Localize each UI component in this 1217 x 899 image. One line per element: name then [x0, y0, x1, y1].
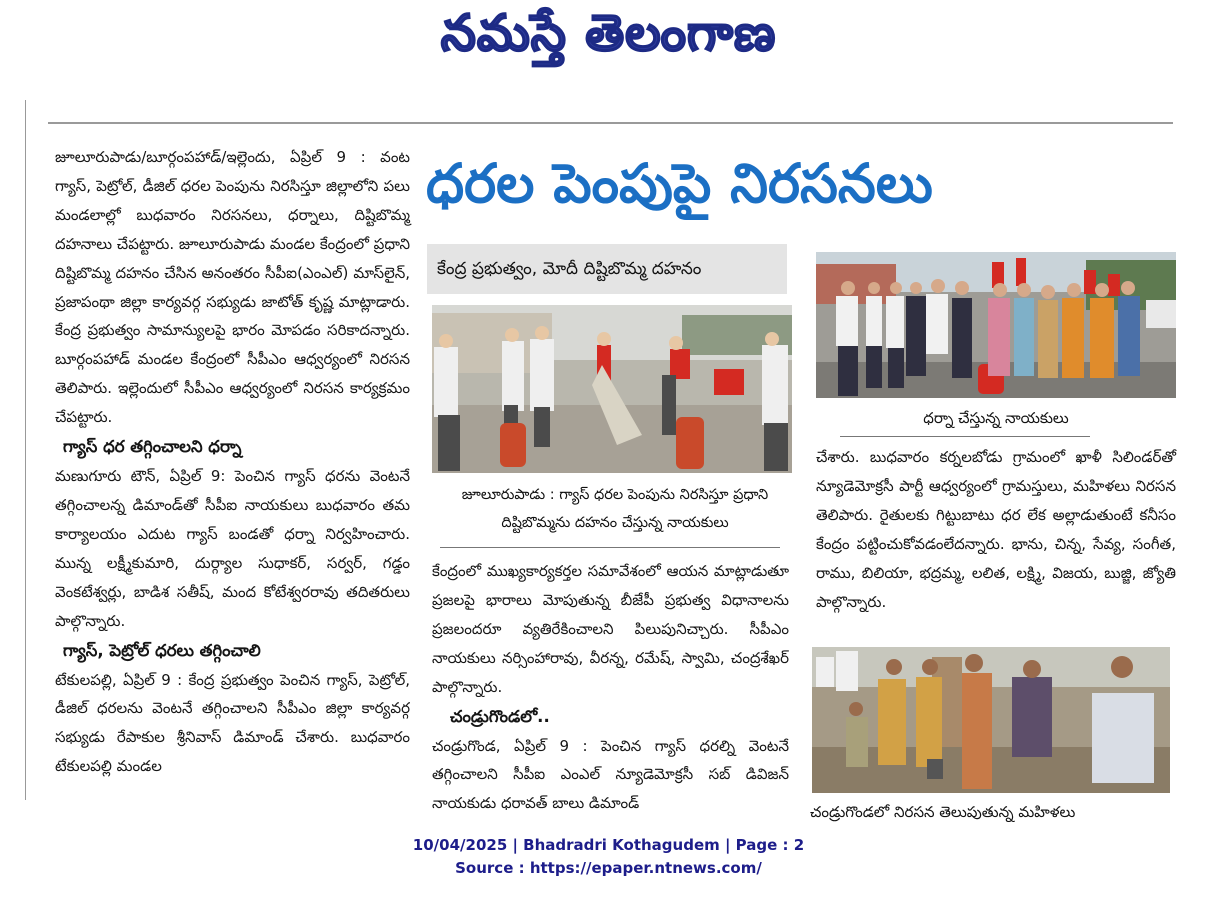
- photo-dharna-caption: ధర్నా చేస్తున్న నాయకులు: [923, 409, 1069, 427]
- right-para-1: చేశారు. బుధవారం కర్నలబోడు గ్రామంలో ఖాళీ సిలిండర్‌తో న్యూడెమోక్రసీ పార్టీ ఆధ్వర్యంలో గ్రామస్తులు, మహిళలు నిరసన తెలిపారు. రైతులకు గిట్టుబాటు ధర లేక అల్లాడుతుంటే కనీసం కేంద్రం పట్టించుకోవడంలేదన్నారు. భాను, చిన్న, సేవ్య, సంగీత, రాము, బిలియా, భద్రమ్మ, లలిత, లక్ష్మి, విజయ, బుజ్జి, జ్యోతి పాల్గొన్నారు.: [816, 448, 1176, 611]
- middle-subhead: చండ్రుగొండలో..: [450, 706, 550, 726]
- left-para-2: మణుగూరు టౌన్, ఏప్రిల్ 9: పెంచిన గ్యాస్ ధరను వెంటనే తగ్గించాలన్న డిమాండ్‌తో సీపీఐ నాయకులు బుధవారం తమ కార్యాలయం ఎదుట గ్యాస్ బండతో ధర్నా నిర్వహించారు. మున్న లక్ష్మీకుమారి, దుర్గ్యాల సుధాకర్, సర్వర్, గడ్డం వెంకటేశ్వర్లు, బాడిశ సతీష్, మంద కోటేశ్వరరావు తదితరులు పాల్గొన్నారు.: [55, 467, 410, 630]
- right-divider: [840, 436, 1090, 437]
- middle-para-1: కేంద్రంలో ముఖ్యకార్యకర్తల సమావేశంలో ఆయన మాట్లాడుతూ ప్రజలపై భారాలు మోపుతున్న బీజేపీ ప్రభుత్వ విధానాలను ప్రజలందరూ వ్యతిరేకించాలని పిలుపునిచ్చారు. సీపీఎం నాయకులు నర్సింహారావు, వీరన్న, రమేష్, స్వామి, చంద్రశేఖర్ పాల్గొన్నారు.: [432, 562, 789, 696]
- cropped-text-strip: [48, 86, 1173, 100]
- photo-women-protest: [812, 647, 1170, 793]
- middle-divider: [440, 547, 780, 548]
- right-column: [816, 443, 1176, 616]
- photo-effigy-caption: జూలూరుపాడు : గ్యాస్ ధరల పెంపును నిరసిస్తూ ప్రధాని దిష్టిబొమ్మను దహనం చేస్తున్న నాయకులు: [461, 487, 769, 531]
- masthead: [0, 0, 1217, 78]
- footer-edition-line: 10/04/2025 | Bhadradri Kothagudem | Page : 2: [412, 836, 805, 854]
- photo-dharna-leaders: [816, 252, 1176, 398]
- photo-effigy-burning: [432, 305, 792, 473]
- top-divider: [48, 122, 1173, 124]
- left-column: [55, 143, 410, 781]
- footer-source-line: Source : https://epaper.ntnews.com/: [455, 859, 762, 877]
- left-subhead-1: గ్యాస్ ధర తగ్గించాలని ధర్నా: [63, 437, 242, 457]
- left-subhead-2: గ్యాస్, పెట్రోల్ ధరలు తగ్గించాలి: [63, 640, 261, 660]
- middle-para-2: చండ్రుగొండ, ఏప్రిల్ 9 : పెంచిన గ్యాస్ ధరల్ని వెంటనే తగ్గించాలని సీపీఐ ఎంఎల్ న్యూడెమోక్రసీ సబ్ డివిజన్ నాయకుడు ధరావత్ బాలు డిమాండ్: [432, 736, 789, 813]
- photo-women-caption: చండ్రుగొండలో నిరసన తెలుపుతున్న మహిళలు: [810, 803, 1076, 821]
- left-para-3: టేకులపల్లి, ఏప్రిల్ 9 : కేంద్ర ప్రభుత్వం పెంచిన గ్యాస్, పెట్రోల్, డీజిల్ ధరలను వెంటనే తగ్గించాలని సీపీఎం జిల్లా కార్యవర్గ సభ్యుడు రేపాకుల శ్రీనివాస్ డిమాండ్ చేశారు. బుధవారం టేకులపల్లి మండల: [55, 670, 410, 776]
- middle-column: [432, 557, 789, 818]
- kicker: కేంద్ర ప్రభుత్వం, మోదీ దిష్టిబొమ్మ దహనం: [427, 244, 787, 294]
- left-para-1: జూలూరుపాడు/బూర్గంపహాడ్/ఇల్లెందు, ఏప్రిల్ 9 : వంట గ్యాస్, పెట్రోల్, డీజిల్ ధరల పెంపును నిరసిస్తూ జిల్లాలోని పలు మండలాల్లో బుధవారం నిరసనలు, ధర్నాలు, దిష్టిబొమ్మ దహనాలు చేపట్టారు. జూలూరుపాడు మండల కేంద్రంలో ప్రధాని దిష్టిబొమ్మ దహనం చేసిన అనంతరం సీపీఐ(ఎంఎల్) మాస్‌లైన్, ప్రజాపంథా జిల్లా కార్యవర్గ సభ్యుడు జాటోత్ కృష్ణ మాట్లాడారు. కేంద్ర ప్రభుత్వం సామాన్యులపై భారం మోపడం సరికాదన్నారు. బూర్గంపహాడ్ మండల కేంద్రంలో సీపీఎం ఆధ్వర్యంలో నిరసన తెలిపారు. ఇల్లెందులో సీపీఎం ఆధ్వర్యంలో నిరసన కార్యక్రమం చేపట్టారు.: [55, 148, 410, 427]
- masthead-logo: నమస్తే తెలంగాణ: [440, 4, 777, 62]
- footer: [0, 834, 1217, 880]
- left-edge-divider: [25, 100, 26, 800]
- headline: ధరల పెంపుపై నిరసనలు: [426, 152, 933, 215]
